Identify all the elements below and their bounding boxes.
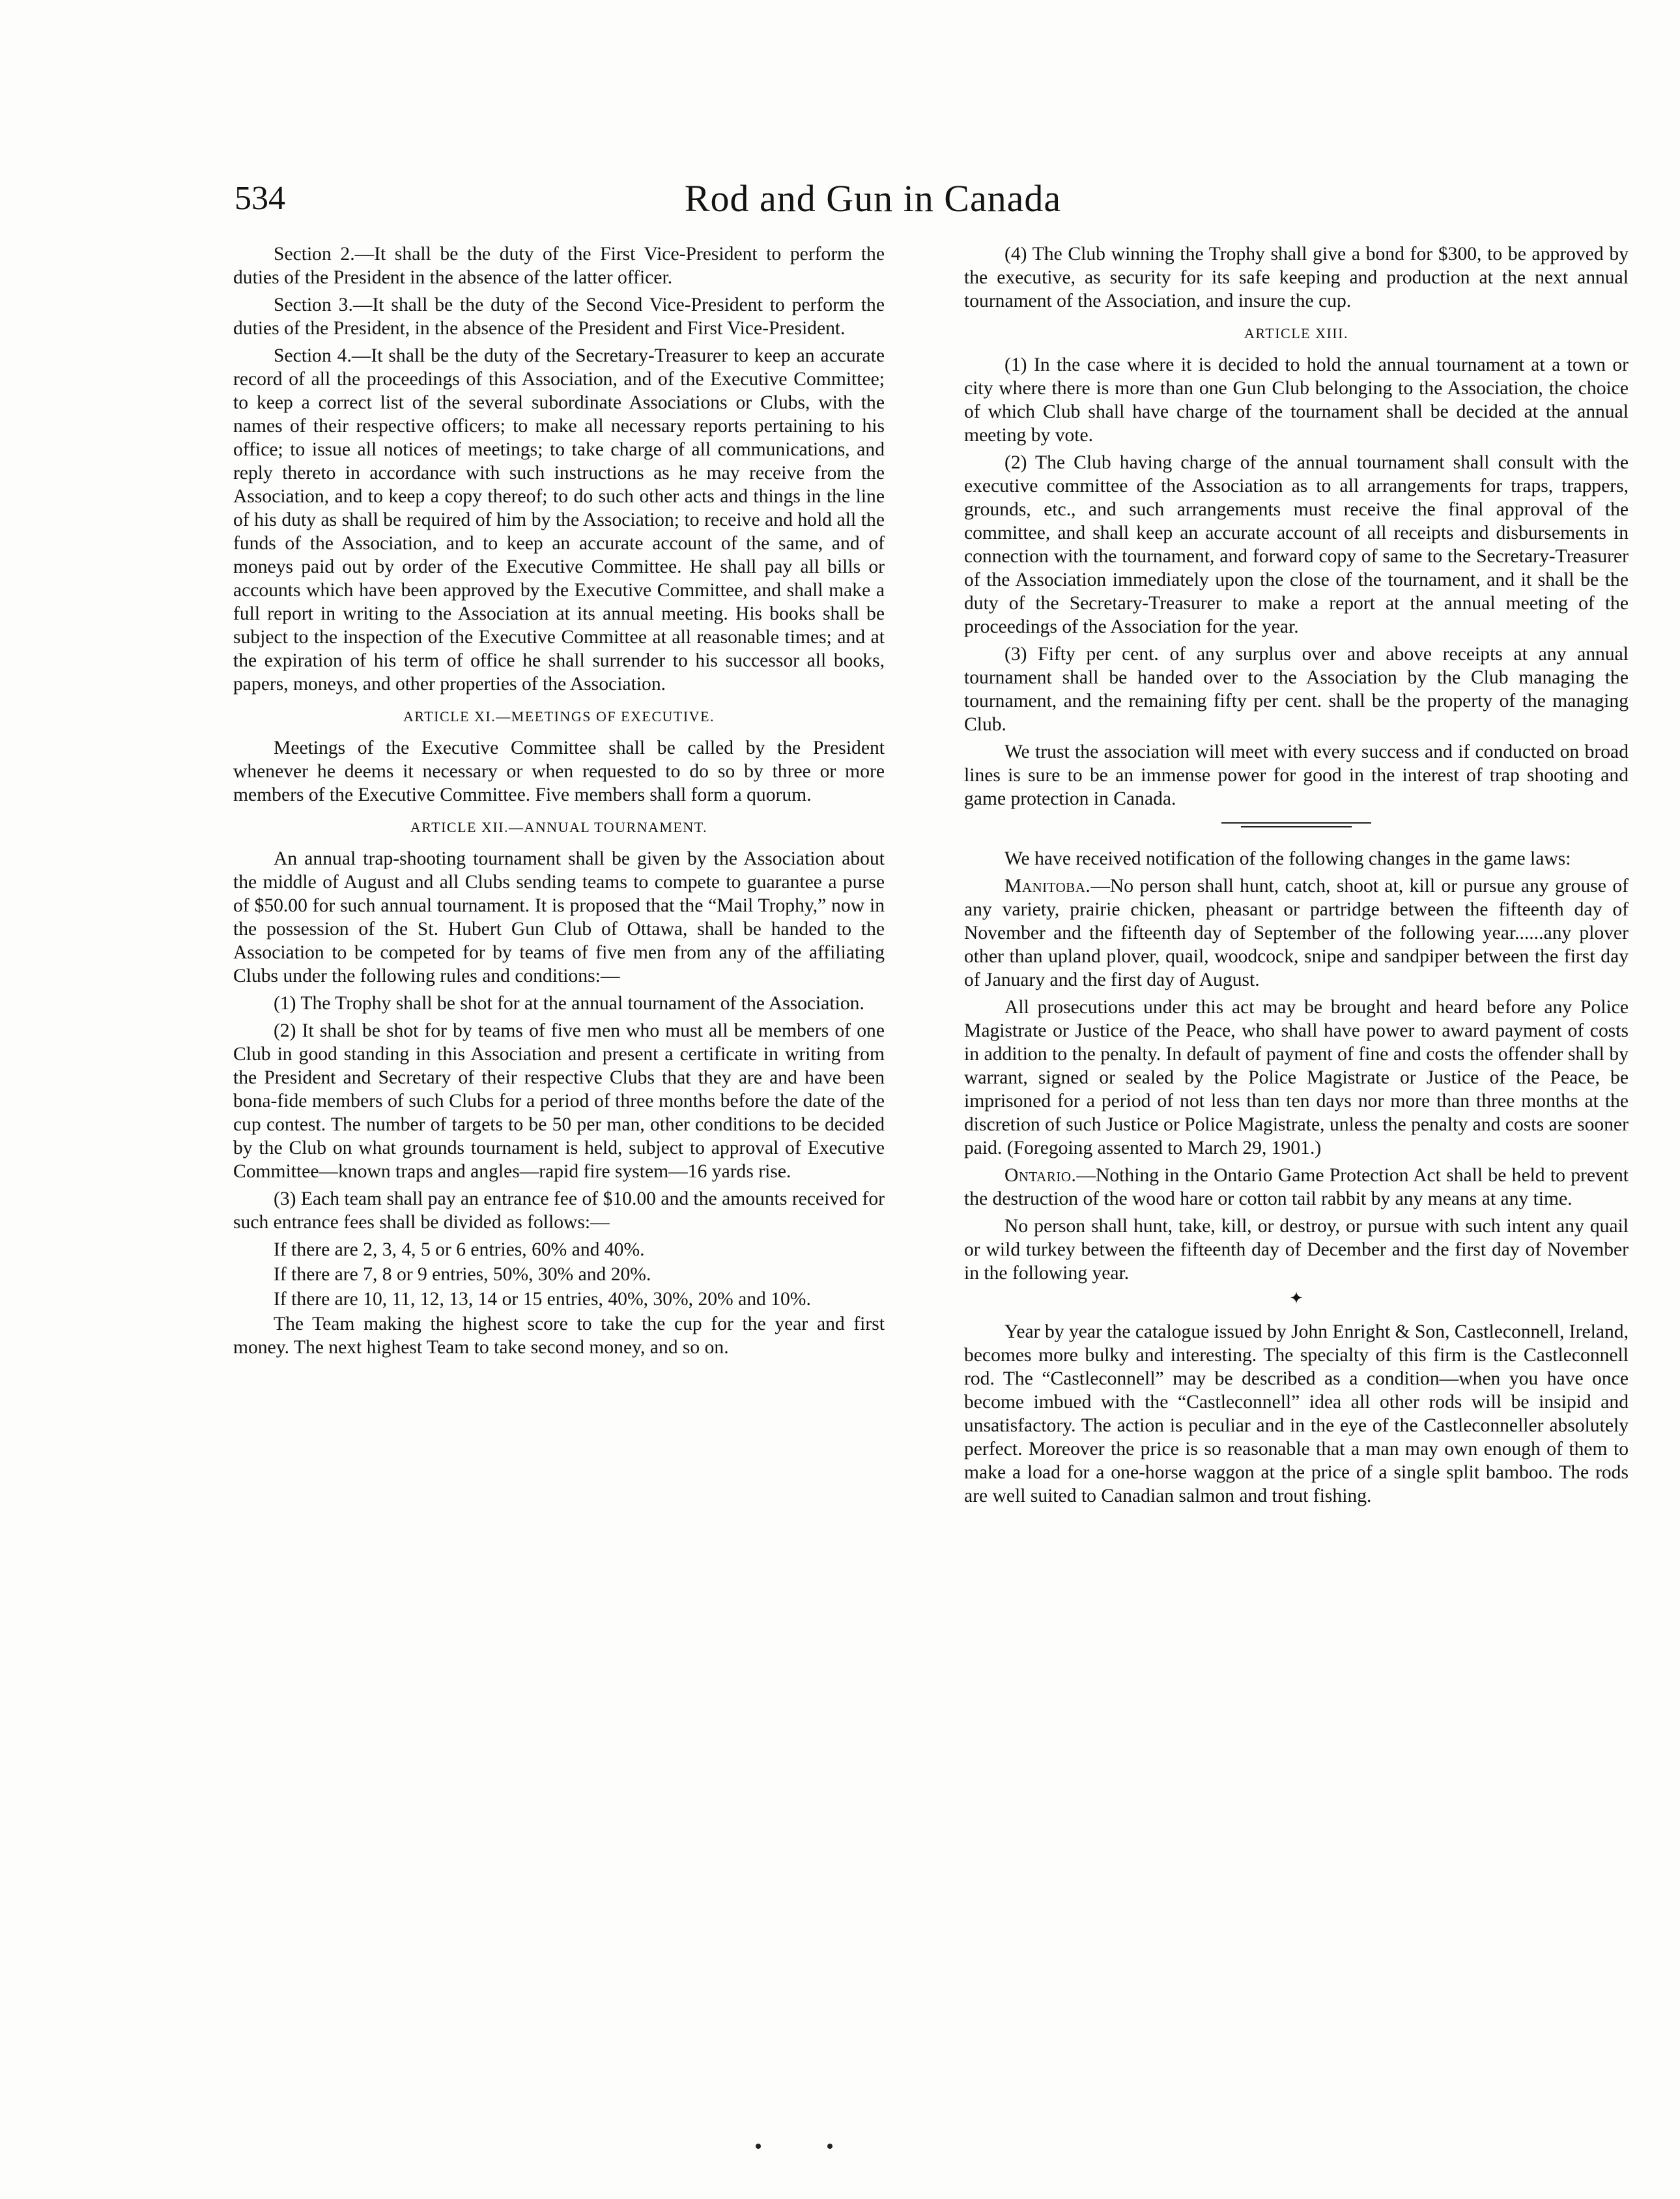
section-divider (1221, 822, 1371, 829)
list-item: If there are 10, 11, 12, 13, 14 or 15 entries, 40%, 30%, 20% and 10%. (274, 1289, 811, 1310)
page-header (235, 176, 1433, 228)
paragraph (964, 1164, 1629, 1211)
paragraph: The Team making the highest score to take the cup for the year and first money. The next highest Team to take second money, and so on. (233, 1314, 885, 1358)
paragraph: Section 4.—It shall be the duty of the Secretary-Treasurer to keep an accurate record of all the proceedings of this Association, and of the Executive Committee; to keep a correct list of the several subordinate Associations or Clubs, with the names of their respective officers; to make all necessary reports pertaining to his office; to issue all notices of meetings; to take charge of all communications, and reply thereto in accordance with such instructions as he may receive from the Association, and to keep a copy thereof; to do such other acts and things in the line of his duty as shall be required of him by the Association; to receive and hold all the funds of the Association, and to keep an accurate account of the same, and of moneys paid out by order of the Executive Committee. He shall pay all bills or accounts which have been approved by the Executive Committee, and shall make a full report in writing to the Association at its annual meeting. His books shall be subject to the inspection of the Executive Committee at all reasonable times; and at the expiration of his term of office he shall surrender to his successor all books, papers, moneys, and other properties of the Association. (233, 345, 885, 695)
paragraph: Year by year the catalogue issued by John Enright & Son, Castleconnell, Ireland, becomes more bulky and interesting. The specialty of this firm is the Castleconnell rod. The “Castleconnell” may be described as a condition—when you have once become imbued with the “Castleconnell” idea all other rods will be insipid and unsatisfactory. The action is peculiar and in the eye of the Castleconneller absolutely perfect. Moreover the price is so reasonable that a man may own enough of them to make a load for a one-horse waggon at the price of a single split bamboo. The rods are well suited to Canadian salmon and trout fishing. (964, 1321, 1629, 1506)
page-number: 534 (235, 180, 285, 217)
paragraph: Section 3.—It shall be the duty of the Second Vice-President to perform the duties of the President, in the absence of the President and First Vice-President. (233, 295, 885, 339)
paragraph: An annual trap-shooting tournament shall be given by the Association about the middle of August and all Clubs sending teams to compete to guarantee a purse of $50.00 for such annual tournament. It is proposed that the “Mail Trophy,” now in the possession of the St. Hubert Gun Club of Ottawa, shall be handed to the Association to be competed for by teams of five men from any of the affiliating Clubs under the following rules and conditions:— (233, 848, 885, 986)
article-heading: ARTICLE XI.—MEETINGS OF EXECUTIVE. (403, 708, 715, 725)
ornament-icon: ✦ (1289, 1289, 1303, 1308)
paragraph: All prosecutions under this act may be brought and heard before any Police Magistrate or Justice of the Peace, who shall have power to award payment of costs in addition to the penalty. In default of payment of fine and costs the offender shall by warrant, signed or sealed by the Police Magistrate or Justice of the Peace, be imprisoned for a period of not less than ten days nor more than three months at the discretion of such Justice or Police Magistrate, unless the penalty and costs are sooner paid. (Foregoing assented to March 29, 1901.) (964, 997, 1629, 1158)
paragraph: (4) The Club winning the Trophy shall give a bond for $300, to be approved by the executive, as security for its safe keeping and production at the next annual tournament of the Association, and insure the cup. (964, 244, 1629, 311)
page-footer-marks (756, 2144, 834, 2157)
paragraph: (3) Fifty per cent. of any surplus over and above receipts at any annual tournament shall be handed over to the Association by the Club managing the tournament, and the remaining fifty per cent. shall be the property of the managing Club. (964, 644, 1629, 735)
paragraph: (2) The Club having charge of the annual tournament shall consult with the executive committee of the Association as to all arrangements for traps, trappers, grounds, etc., and such arrangements must receive the final approval of the committee, and shall keep an accurate account of all receipts and disbursements in connection with the tournament, and forward copy of same to the Secretary-Treasurer of the Association immediately upon the close of the tournament, and it shall be the duty of the Secretary-Treasurer to make a report at the annual meeting of the proceedings of the Association for the year. (964, 452, 1629, 637)
paragraph: (1) The Trophy shall be shot for at the annual tournament of the Association. (274, 993, 864, 1014)
article-heading: ARTICLE XIII. (1244, 325, 1348, 341)
paragraph-text: —Nothing in the Ontario Game Protection Act shall be held to prevent the destruction of the wood hare or cotton tail rabbit by any means at any time. (964, 1165, 1629, 1209)
paragraph: Meetings of the Executive Committee shall be called by the President whenever he deems it necessary or when requested to do so by three or more members of the Executive Committee. Five members shall form a quorum. (233, 738, 885, 805)
paragraph: No person shall hunt, take, kill, or destroy, or pursue with such intent any quail or wild turkey between the fifteenth day of December and the first day of November in the following year. (964, 1216, 1629, 1284)
right-column (964, 242, 1629, 1512)
paragraph: (3) Each team shall pay an entrance fee of $10.00 and the amounts received for such entrance fees shall be divided as follows:— (233, 1188, 885, 1233)
province-label: Ontario. (1004, 1165, 1077, 1186)
paragraph: We trust the association will meet with every success and if conducted on broad lines is sure to be an immense power for good in the interest of trap shooting and game protection in Canada. (964, 741, 1629, 809)
dot-icon (827, 2144, 833, 2149)
running-title: Rod and Gun in Canada (684, 177, 1062, 220)
paragraph: We have received notification of the following changes in the game laws: (1004, 848, 1571, 869)
list-item: If there are 7, 8 or 9 entries, 50%, 30% and 20%. (274, 1264, 651, 1285)
paragraph-text: —No person shall hunt, catch, shoot at, kill or pursue any grouse of any variety, prairie chicken, pheasant or partridge between the fifteenth day of November and the fifteenth day of September of the following year......any plover other than upland plover, quail, woodcock, snipe and sandpiper between the first day of January and the first day of August. (964, 876, 1629, 990)
dot-icon (756, 2144, 761, 2149)
left-column (233, 242, 885, 1363)
paragraph: Section 2.—It shall be the duty of the First Vice-President to perform the duties of the President in the absence of the latter officer. (233, 244, 885, 288)
article-heading: ARTICLE XII.—ANNUAL TOURNAMENT. (410, 819, 708, 835)
paragraph: (1) In the case where it is decided to hold the annual tournament at a town or city where there is more than one Gun Club belonging to the Association, the choice of which Club shall have charge of the tournament shall be decided at the annual meeting by vote. (964, 354, 1629, 446)
paragraph (964, 874, 1629, 992)
province-label: Manitoba. (1004, 876, 1091, 897)
paragraph: (2) It shall be shot for by teams of five men who must all be members of one Club in good standing in this Association and present a certificate in writing from the President and Secretary of their respective Clubs that they are and have been bona-fide members of such Clubs for a period of three months before the date of the cup contest. The number of targets to be 50 per man, other conditions to be decided by the Club on what grounds tournament is held, subject to approval of Executive Committee—known traps and angles—rapid fire system—16 yards rise. (233, 1020, 885, 1182)
list-item: If there are 2, 3, 4, 5 or 6 entries, 60% and 40%. (274, 1239, 645, 1260)
